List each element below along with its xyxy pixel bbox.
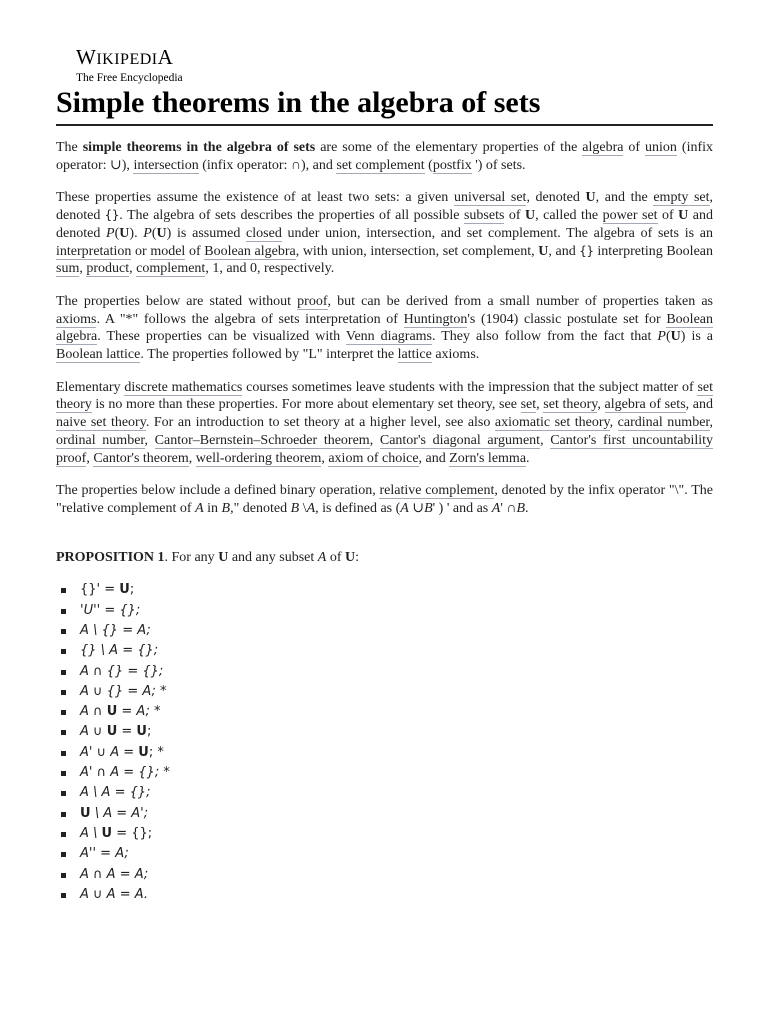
link-boolean-algebra[interactable]: Boolean algebra [204,243,296,259]
link-ordinal-number[interactable]: ordinal number [56,432,145,448]
link-power-set[interactable]: power set [602,208,658,224]
link-intersection[interactable]: intersection [133,157,199,173]
list-item: A ∪ U = U; [56,722,713,742]
wikipedia-tagline: The Free Encyclopedia [76,72,183,84]
wikipedia-wordmark: WIKIPEDIA [76,45,174,69]
link-relative-complement[interactable]: relative complement [379,483,495,499]
list-item: 'U'' = {}; [56,601,713,621]
proposition-heading: PROPOSITION 1. For any U and any subset A of U: [56,549,359,565]
link-algebra-of-sets[interactable]: algebra of sets [604,397,686,413]
link-set-theory-2[interactable]: set theory [543,397,598,413]
list-item: A ∩ U = A; * [56,702,713,722]
link-boolean-lattice[interactable]: Boolean lattice [56,347,141,363]
intro-paragraph-5: The properties below include a defined binary operation, relative complement, denoted by the infix operator "\". The "relative complement of A in B," denoted B \A, is defined as (A ∪B' ) ' and as A' ∩B. [56,483,713,516]
link-set-complement[interactable]: set complement [336,157,425,173]
intro-paragraph-2: These properties assume the existence of at least two sets: a given universal set, denoted U, and the empty set, denoted {}. The algebra of sets describes the properties of all possible subsets of U, called the power set of U and denoted P(U). P(U) is assumed closed under union, intersection, and set complement. The algebra of sets is an interpretation or model of Boolean algebra, with union, intersection, set complement, U, and {} interpreting Boolean sum, product, complement, 1, and 0, respectively. [56,190,714,277]
link-interpretation[interactable]: interpretation [56,243,132,259]
list-item: A \ U = {}; [56,824,713,844]
link-boolean-algebra-2[interactable]: Boolean algebra [56,311,713,345]
intro-paragraph-3: The properties below are stated without proof, but can be derived from a small number of properties taken as axioms. A "*" follows the algebra of sets interpretation of Huntington's (1904) classic postulate set for Boolean algebra. These properties can be visualized with Venn diagrams. They also follow from the fact that P(U) is a Boolean lattice. The properties followed by "L" interpret the lattice axioms. [56,293,714,363]
list-item: A \ A = {}; [56,783,713,803]
link-union[interactable]: union [645,140,677,155]
list-item: A'' = A; [56,844,713,864]
list-item: {} \ A = {}; [56,641,713,661]
link-complement[interactable]: complement [136,261,206,277]
link-cardinal-number[interactable]: cardinal number [617,415,710,431]
page-title: Simple theorems in the algebra of sets [56,84,713,126]
link-lattice[interactable]: lattice [397,347,432,363]
link-empty-set[interactable]: empty set [653,190,710,206]
link-well-ordering-theorem[interactable]: well-ordering theorem [195,450,322,466]
link-axioms[interactable]: axioms [56,311,97,327]
proposition-label: PROPOSITION 1 [56,549,165,565]
list-item: A ∩ {} = {}; [56,662,713,682]
link-set-theory[interactable]: set theory [56,379,713,413]
link-axiom-of-choice[interactable]: axiom of choice [328,450,419,466]
link-postfix[interactable]: postfix [432,157,472,173]
list-item: A ∩ A = A; [56,865,713,885]
wikipedia-logo[interactable] [76,46,183,85]
intro-paragraph-4: Elementary discrete mathematics courses sometimes leave students with the impression that the subject matter of set theory is no more than these properties. For more about elementary set theory, see set, set theory, algebra of sets, and naive set theory. For an introduction to set theory at a higher level, see also axiomatic set theory, cardinal number, ordinal number, Cantor–Bernstein–Schroeder theorem, Cantor's diagonal argument, Cantor's first uncountability proof, Cantor's theorem, well-ordering theorem, axiom of choice, and Zorn's lemma. [56,379,714,466]
list-item: A' ∩ A = {}; * [56,763,713,783]
link-sum[interactable]: sum [56,261,80,277]
link-naive-set-theory[interactable]: naive set theory [56,415,146,431]
link-cantors-diagonal-argument[interactable]: Cantor's diagonal argument [379,432,541,448]
link-set[interactable]: set [520,397,537,413]
article-body [56,139,713,905]
list-item: A \ {} = A; [56,621,713,641]
list-item: U \ A = A'; [56,804,713,824]
link-universal-set[interactable]: universal set [453,190,527,206]
link-cantors-theorem[interactable]: Cantor's theorem [93,450,189,466]
list-item: A ∪ A = A. [56,885,713,905]
list-item: A ∪ {} = A; * [56,682,713,702]
link-discrete-mathematics[interactable]: discrete mathematics [124,379,243,395]
link-cantors-uncountability-proof[interactable]: Cantor's first uncountability proof [56,432,714,466]
list-item: {}' = U; [56,580,713,600]
link-axiomatic-set-theory[interactable]: axiomatic set theory [494,415,610,431]
property-list [56,580,713,905]
link-product[interactable]: product [86,261,130,277]
intro-paragraph-1: The simple theorems in the algebra of sets are some of the elementary properties of the algebra of union (infix operator: ∪), intersection (infix operator: ∩), and set complement (postfix ') of sets. [56,140,714,173]
link-huntington[interactable]: Huntington [403,311,468,327]
link-model[interactable]: model [150,243,186,259]
link-venn-diagrams[interactable]: Venn diagrams [345,329,432,345]
link-zorns-lemma[interactable]: Zorn's lemma [449,450,527,466]
bold-term: simple theorems in the algebra of sets [82,140,316,155]
list-item: A' ∪ A = U; * [56,743,713,763]
link-cantor-bernstein-schroeder[interactable]: Cantor–Bernstein–Schroeder theorem [154,432,370,448]
link-closed[interactable]: closed [246,225,282,241]
link-proof[interactable]: proof [297,293,328,309]
link-subsets[interactable]: subsets [463,208,505,224]
link-algebra[interactable]: algebra [582,140,624,155]
